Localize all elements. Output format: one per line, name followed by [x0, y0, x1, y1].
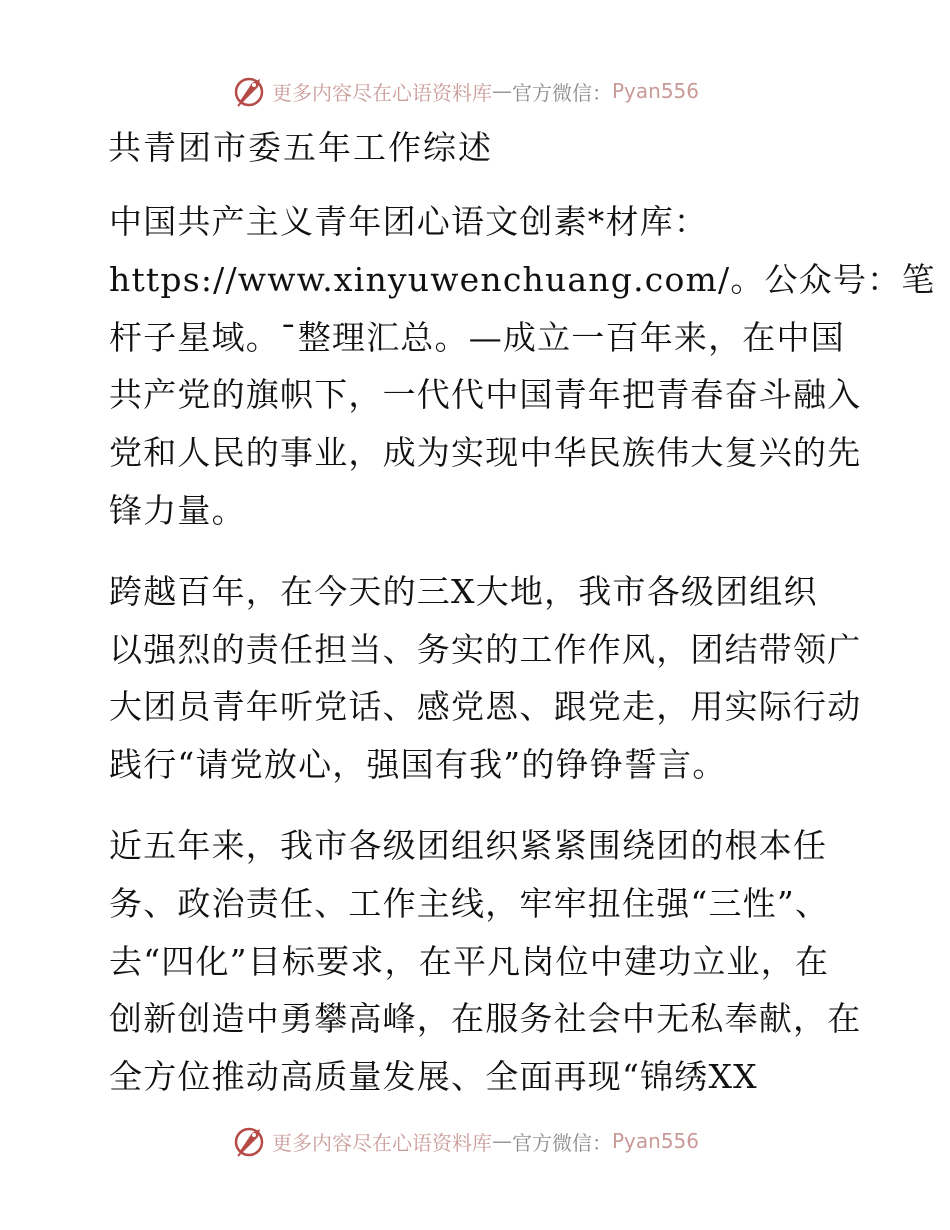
pen-nib-logo-icon: [232, 1123, 268, 1159]
watermark-wechat-label: 官方微信：: [512, 1130, 612, 1155]
paragraph-line: 以强烈的责任担当、务实的工作作风，团结带领广: [109, 629, 862, 669]
paragraph-line: 锋力量。: [109, 490, 246, 530]
paragraph-line: 杆子星域。¯整理汇总。—成立一百年来，在中国: [109, 317, 845, 357]
paragraph-2: [97, 563, 862, 794]
paragraph-3: [97, 817, 862, 1106]
paragraph-line: 跨越百年，在今天的三X大地，我市各级团组织: [109, 571, 818, 611]
paragraph-line: 践行“请党放心，强国有我”的铮铮誓言。: [109, 745, 727, 785]
header-watermark: [232, 71, 699, 111]
paragraph-line: 大团员青年听党话、感党恩、跟党走，用实际行动: [109, 687, 862, 727]
watermark-wechat-id: Pyan556: [612, 79, 700, 103]
paragraph-line: 共产党的旗帜下，一代代中国青年把青春奋斗融入: [109, 375, 862, 415]
paragraph-line: 中国共产主义青年团心语文创素*材库：: [109, 202, 709, 241]
paragraph-line: 去“四化”目标要求，在平凡岗位中建功立业，在: [109, 941, 830, 981]
watermark-brand-text: 更多内容尽在心语资料库: [272, 80, 492, 105]
document-title: 共青团市委五年工作综述: [108, 128, 493, 167]
paragraph-line: https://www.xinyuwenchuang.com/。公众号：笔: [109, 259, 936, 299]
watermark-wechat-id: Pyan556: [612, 1129, 700, 1153]
watermark-dash: —: [492, 79, 512, 103]
watermark-brand-text: 更多内容尽在心语资料库: [272, 1130, 492, 1155]
document-body: [97, 193, 936, 1129]
watermark-wechat-label: 官方微信：: [512, 80, 612, 105]
paragraph-line: 全方位推动高质量发展、全面再现“锦绣XX: [109, 1057, 758, 1097]
watermark-dash: —: [492, 1129, 512, 1153]
paragraph-line: 近五年来，我市各级团组织紧紧围绕团的根本任: [109, 825, 828, 865]
footer-watermark: [232, 1121, 699, 1161]
paragraph-1: [97, 193, 936, 540]
paragraph-line: 创新创造中勇攀高峰，在服务社会中无私奉献，在: [109, 999, 862, 1039]
pen-nib-logo-icon: [232, 73, 268, 109]
paragraph-line: 务、政治责任、工作主线，牢牢扭住强“三性”、: [109, 883, 830, 923]
paragraph-line: 党和人民的事业，成为实现中华民族伟大复兴的先: [109, 433, 862, 473]
